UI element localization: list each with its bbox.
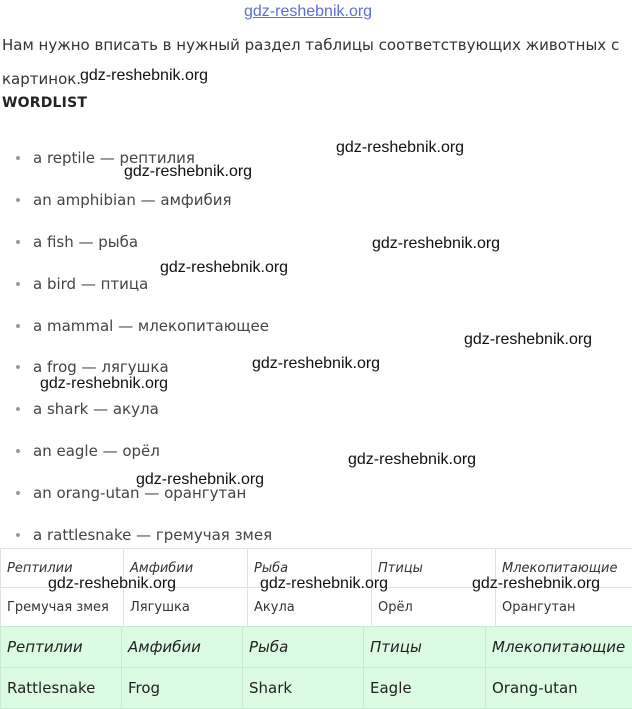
table-header-cell: Млекопитающие: [496, 549, 632, 588]
intro-line-2: картинок.: [2, 70, 81, 88]
table-header-cell: Рыба: [243, 627, 364, 668]
bullet-icon: [16, 240, 20, 244]
wordlist-heading: WORDLIST: [2, 95, 87, 111]
table-header-cell: Птицы: [372, 549, 496, 588]
table-cell: Rattlesnake: [1, 668, 122, 709]
table-header-cell: Рептилии: [1, 627, 122, 668]
table-cell: Акула: [248, 588, 372, 627]
intro-line-1: Нам нужно вписать в нужный раздел таблицы соответствующих животных с: [2, 36, 619, 54]
table-header-cell: Амфибии: [122, 627, 243, 668]
table-row: [1, 668, 632, 709]
bullet-icon: [16, 449, 20, 453]
table-header-cell: Млекопитающие: [486, 627, 632, 668]
table-header-cell: Птицы: [364, 627, 486, 668]
answer-table-english: [0, 626, 632, 709]
watermark: gdz-reshebnik.org: [464, 331, 592, 349]
bullet-icon: [16, 533, 20, 537]
table-header-cell: Рептилии: [1, 549, 124, 588]
watermark: gdz-reshebnik.org: [160, 259, 288, 277]
table-header-cell: Рыба: [248, 549, 372, 588]
watermark: gdz-reshebnik.org: [136, 471, 264, 489]
bullet-icon: [16, 324, 20, 328]
table-header-row: [1, 627, 632, 668]
watermark: gdz-reshebnik.org: [348, 451, 476, 469]
table-row: [1, 588, 632, 627]
table-cell: Orang-utan: [486, 668, 632, 709]
bullet-icon: [16, 407, 20, 411]
intro-text: [2, 28, 630, 96]
watermark: gdz-reshebnik.org: [260, 575, 388, 593]
watermark: gdz-reshebnik.org: [40, 375, 168, 393]
table-cell: Орангутан: [496, 588, 632, 627]
bullet-icon: [16, 282, 20, 286]
watermark: gdz-reshebnik.org: [124, 163, 252, 181]
bullet-icon: [16, 198, 20, 202]
table-cell: Frog: [122, 668, 243, 709]
watermark: gdz-reshebnik.org: [48, 575, 176, 593]
watermark: gdz-reshebnik.org: [80, 67, 208, 85]
bullet-icon: [16, 156, 20, 160]
table-cell: Гремучая змея: [1, 588, 124, 627]
table-cell: Лягушка: [124, 588, 248, 627]
watermark: gdz-reshebnik.org: [372, 235, 500, 253]
table-cell: Shark: [243, 668, 364, 709]
watermark: gdz-reshebnik.org: [336, 139, 464, 157]
watermark: gdz-reshebnik.org: [472, 575, 600, 593]
bullet-icon: [16, 491, 20, 495]
table-cell: Eagle: [364, 668, 486, 709]
watermark: gdz-reshebnik.org: [252, 355, 380, 373]
watermark-top[interactable]: gdz-reshebnik.org: [244, 3, 372, 21]
table-cell: Орёл: [372, 588, 496, 627]
bullet-icon: [16, 365, 20, 369]
table-header-cell: Амфибии: [124, 549, 248, 588]
